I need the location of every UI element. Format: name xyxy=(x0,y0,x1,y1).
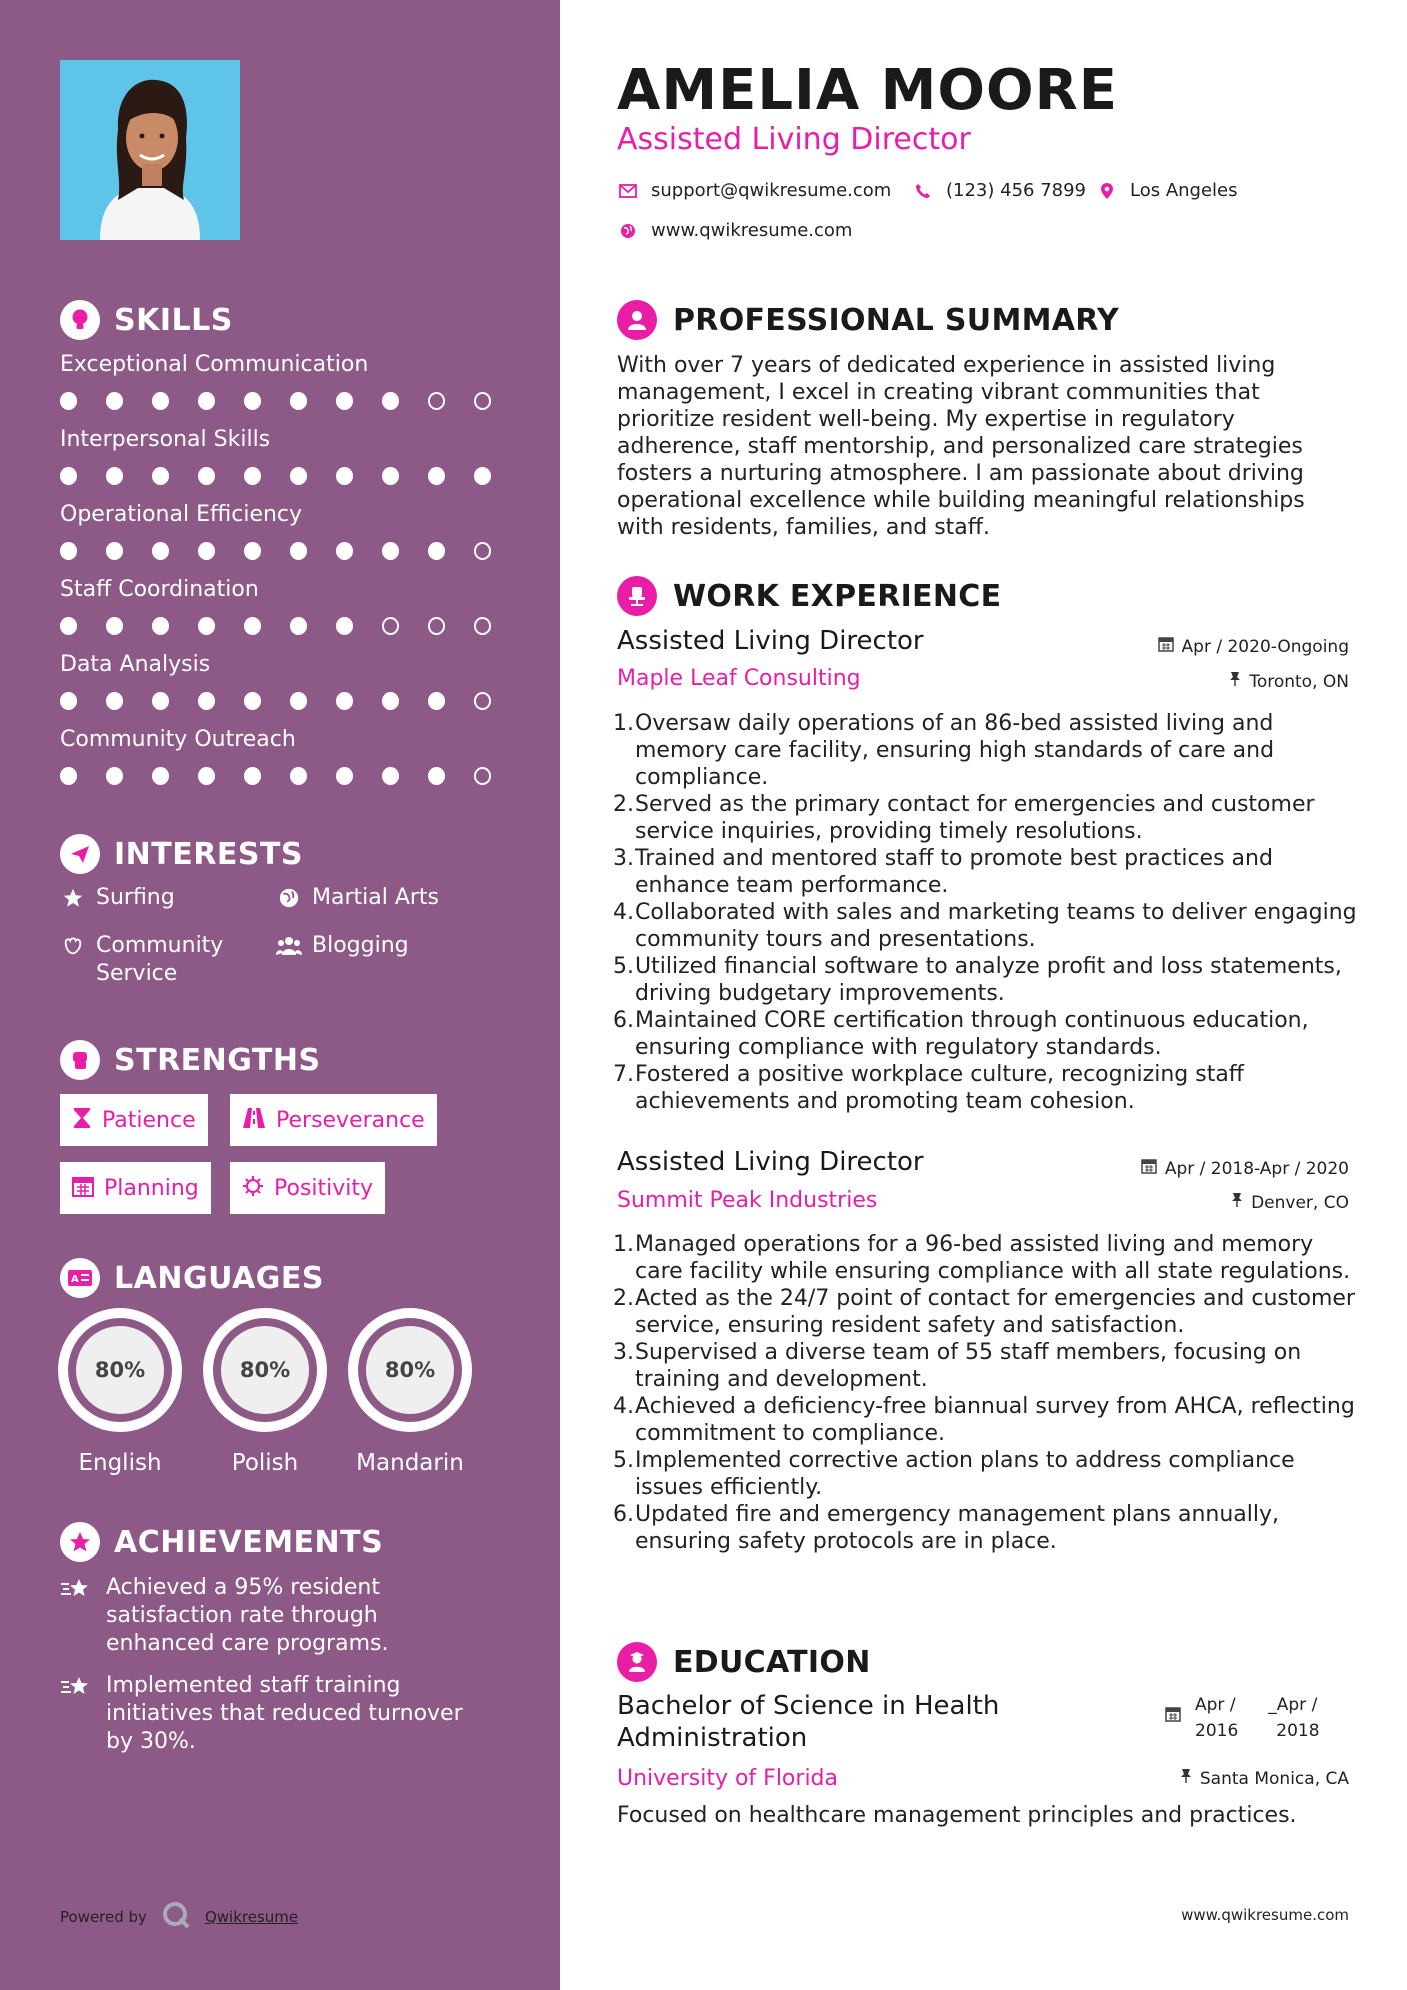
rating-dot-filled xyxy=(290,542,307,560)
powered-by: Powered by Qwikresume xyxy=(60,1900,298,1934)
users-icon xyxy=(276,932,302,960)
paper-plane-icon xyxy=(60,834,100,874)
summary-text: With over 7 years of dedicated experience in assisted living management, I excel in creating vibrant communities that prioritize resident well-being. My expertise in regulatory adherence, staff mentorship, and personalized care strategies fosters a nurturing atmosphere. I am passionate about driving operational excellence while building meaningful relationships with residents, families, and staff. xyxy=(617,353,1305,540)
list-item: 7. Fostered a positive workplace culture, recognizing staff achievements and promoting team cohesion. xyxy=(613,1062,1244,1114)
strengths-heading: STRENGTHS xyxy=(60,1040,321,1080)
rating-dot-filled xyxy=(244,617,261,635)
qwikresume-link[interactable]: Qwikresume xyxy=(204,1908,299,1926)
office-chair-icon xyxy=(617,576,657,616)
qwikresume-logo-icon xyxy=(161,1900,191,1934)
rating-dot-filled xyxy=(244,392,261,410)
achievement-item: Achieved a 95% resident satisfaction rate through enhanced care programs. xyxy=(60,1574,490,1658)
rating-dot-filled xyxy=(428,467,445,485)
strength-perseverance: Perseverance xyxy=(230,1094,437,1146)
list-item: 4. Collaborated with sales and marketing teams to deliver engaging community tours and presentations. xyxy=(613,900,1357,952)
skill-name: Staff Coordination xyxy=(60,577,259,602)
contact-location: Los Angeles xyxy=(1096,180,1238,201)
rating-dot-filled xyxy=(428,767,445,785)
rating-dot-empty xyxy=(474,392,491,410)
calendar-icon xyxy=(1158,636,1174,657)
achievements-heading: ACHIEVEMENTS xyxy=(60,1522,383,1562)
rating-dot-empty xyxy=(428,617,445,635)
skill-name: Exceptional Communication xyxy=(60,352,369,377)
rating-dot-filled xyxy=(336,392,353,410)
skill-rating xyxy=(60,692,520,710)
skills-heading: SKILLS xyxy=(60,300,233,340)
phone-icon xyxy=(912,183,934,199)
pushpin-icon xyxy=(1229,671,1241,692)
strength-patience: Patience xyxy=(60,1094,208,1146)
interests-heading: INTERESTS xyxy=(60,834,303,874)
rating-dot-filled xyxy=(382,542,399,560)
list-item: 4. Achieved a deficiency-free biannual survey from AHCA, reflecting commitment to compliance. xyxy=(613,1394,1355,1446)
candidate-name: AMELIA MOORE xyxy=(617,58,1118,123)
skill-name: Community Outreach xyxy=(60,727,296,752)
rating-dot-filled xyxy=(244,467,261,485)
skill-rating xyxy=(60,467,520,485)
rating-dot-filled xyxy=(428,542,445,560)
company-name: Maple Leaf Consulting xyxy=(617,666,861,691)
skill-row xyxy=(60,725,520,785)
rating-dot-filled xyxy=(152,392,169,410)
language-english: 80% English xyxy=(58,1308,182,1476)
job-bullets xyxy=(613,1231,1357,1555)
job-bullets xyxy=(613,710,1357,1115)
interest-blogging: Blogging xyxy=(276,932,409,960)
rating-dot-filled xyxy=(106,467,123,485)
skill-row xyxy=(60,350,520,410)
languages-heading: A LANGUAGES xyxy=(60,1258,324,1298)
graduate-icon xyxy=(617,1642,657,1682)
education-start: Apr / 2016 xyxy=(1195,1695,1239,1741)
skill-rating xyxy=(60,767,520,785)
rating-dot-filled xyxy=(336,467,353,485)
rating-dot-empty xyxy=(474,767,491,785)
job-title: Assisted Living Director xyxy=(617,1147,924,1177)
skill-row xyxy=(60,425,520,485)
rating-dot-empty xyxy=(474,617,491,635)
rating-dot-filled xyxy=(290,617,307,635)
rating-dot-filled xyxy=(336,617,353,635)
skill-row xyxy=(60,575,520,635)
rating-dot-filled xyxy=(60,542,77,560)
language-ring: 80% xyxy=(203,1308,327,1432)
interest-community-service: Community Service xyxy=(60,932,260,988)
footer-website[interactable]: www.qwikresume.com xyxy=(1181,1906,1349,1924)
list-item: 6. Updated fire and emergency management plans annually, ensuring safety protocols are in place. xyxy=(613,1502,1280,1554)
profile-photo xyxy=(60,60,240,240)
experience-heading: WORK EXPERIENCE xyxy=(617,576,1001,616)
company-name: Summit Peak Industries xyxy=(617,1188,878,1213)
rating-dot-filled xyxy=(152,692,169,710)
envelope-icon xyxy=(617,184,639,198)
rating-dot-filled xyxy=(290,692,307,710)
rating-dot-filled xyxy=(152,467,169,485)
rating-dot-filled xyxy=(106,617,123,635)
skill-rating xyxy=(60,617,520,635)
achievement-item: Implemented staff training initiatives that reduced turnover by 30%. xyxy=(60,1672,490,1756)
list-item: 6. Maintained CORE certification through continuous education, ensuring compliance with regulatory standards. xyxy=(613,1008,1309,1060)
education-end: _Apr / 2018 xyxy=(1268,1695,1320,1741)
degree-title: Bachelor of Science in Health Administration xyxy=(617,1691,1000,1753)
calendar-icon xyxy=(1141,1158,1157,1179)
rating-dot-filled xyxy=(336,692,353,710)
shooting-star-icon xyxy=(60,1574,94,1658)
skill-row xyxy=(60,650,520,710)
road-icon xyxy=(242,1107,266,1133)
rating-dot-filled xyxy=(106,542,123,560)
language-mandarin: 80% Mandarin xyxy=(348,1308,472,1476)
interest-martial-arts: Martial Arts xyxy=(276,884,439,912)
rating-dot-filled xyxy=(198,392,215,410)
skill-name: Interpersonal Skills xyxy=(60,427,271,452)
calendar-icon xyxy=(1165,1692,1181,1744)
lightbulb-icon xyxy=(60,300,100,340)
rating-dot-filled xyxy=(336,542,353,560)
rating-dot-filled xyxy=(106,392,123,410)
list-item: 2. Served as the primary contact for emergencies and customer service inquiries, providing timely resolutions. xyxy=(613,792,1315,844)
rating-dot-filled xyxy=(244,692,261,710)
rating-dot-empty xyxy=(474,542,491,560)
rating-dot-filled xyxy=(198,542,215,560)
skill-name: Data Analysis xyxy=(60,652,211,677)
list-item: 5. Utilized financial software to analyze profit and loss statements, driving budgetary improvements. xyxy=(613,954,1342,1006)
rating-dot-filled xyxy=(244,767,261,785)
rating-dot-filled xyxy=(382,767,399,785)
language-ring: 80% xyxy=(58,1308,182,1432)
rating-dot-filled xyxy=(60,692,77,710)
strength-positivity: Positivity xyxy=(230,1162,385,1214)
rating-dot-empty xyxy=(428,392,445,410)
rating-dot-filled xyxy=(152,542,169,560)
globe-icon xyxy=(617,223,639,239)
job-dates: Apr / 2018-Apr / 2020 xyxy=(1141,1158,1349,1179)
list-item: 3. Supervised a diverse team of 55 staff members, focusing on training and development. xyxy=(613,1340,1302,1392)
language-polish: 80% Polish xyxy=(203,1308,327,1476)
skill-rating xyxy=(60,392,520,410)
job-dates: Apr / 2020-Ongoing xyxy=(1158,636,1349,657)
rating-dot-filled xyxy=(428,692,445,710)
rating-dot-filled xyxy=(106,767,123,785)
summary-heading: PROFESSIONAL SUMMARY xyxy=(617,300,1119,340)
award-star-icon xyxy=(60,1522,100,1562)
language-ring: 80% xyxy=(348,1308,472,1432)
hand-icon xyxy=(60,932,86,960)
pushpin-icon xyxy=(1180,1768,1192,1789)
rating-dot-filled xyxy=(60,617,77,635)
language-card-icon xyxy=(60,1258,100,1298)
job-location: Denver, CO xyxy=(1231,1192,1349,1213)
list-item: 2. Acted as the 24/7 point of contact for emergencies and customer service, ensuring resident safety and satisfaction. xyxy=(613,1286,1355,1338)
rating-dot-filled xyxy=(382,392,399,410)
globe-icon xyxy=(276,884,302,912)
rating-dot-empty xyxy=(474,692,491,710)
svg-text:A: A xyxy=(71,1274,79,1285)
shooting-star-icon xyxy=(60,1672,94,1756)
fist-icon xyxy=(60,1040,100,1080)
star-icon xyxy=(60,884,86,912)
hourglass-icon xyxy=(72,1107,92,1133)
education-description: Focused on healthcare management principles and practices. xyxy=(617,1803,1297,1828)
education-location: Santa Monica, CA xyxy=(1180,1768,1349,1789)
rating-dot-filled xyxy=(198,767,215,785)
calendar-icon xyxy=(72,1175,94,1201)
rating-dot-filled xyxy=(336,767,353,785)
rating-dot-filled xyxy=(106,692,123,710)
rating-dot-filled xyxy=(198,692,215,710)
rating-dot-filled xyxy=(198,617,215,635)
contact-phone[interactable]: (123) 456 7899 xyxy=(912,180,1086,201)
job-location: Toronto, ON xyxy=(1229,671,1349,692)
rating-dot-filled xyxy=(474,467,491,485)
pushpin-icon xyxy=(1231,1192,1243,1213)
rating-dot-filled xyxy=(60,467,77,485)
rating-dot-filled xyxy=(60,767,77,785)
user-icon xyxy=(617,300,657,340)
skill-rating xyxy=(60,542,520,560)
rating-dot-filled xyxy=(382,692,399,710)
rating-dot-filled xyxy=(290,467,307,485)
sidebar xyxy=(0,0,560,1990)
list-item: 3. Trained and mentored staff to promote best practices and enhance team performance. xyxy=(613,846,1273,898)
school-name: University of Florida xyxy=(617,1766,838,1791)
rating-dot-filled xyxy=(152,617,169,635)
rating-dot-filled xyxy=(244,542,261,560)
rating-dot-empty xyxy=(382,617,399,635)
list-item: 1. Oversaw daily operations of an 86-bed assisted living and memory care facility, ensuring high standards of care and compliance. xyxy=(613,711,1275,790)
list-item: 5. Implemented corrective action plans to address compliance issues efficiently. xyxy=(613,1448,1295,1500)
rating-dot-filled xyxy=(382,467,399,485)
rating-dot-filled xyxy=(152,767,169,785)
list-item: 1. Managed operations for a 96-bed assisted living and memory care facility while ensuring compliance with all state regulations. xyxy=(613,1232,1351,1284)
candidate-title: Assisted Living Director xyxy=(617,122,971,157)
education-heading: EDUCATION xyxy=(617,1642,871,1682)
map-pin-icon xyxy=(1096,182,1118,200)
skill-name: Operational Efficiency xyxy=(60,502,303,527)
contact-email[interactable]: support@qwikresume.com xyxy=(617,180,891,201)
education-dates xyxy=(1165,1692,1320,1744)
contact-website[interactable]: www.qwikresume.com xyxy=(617,220,852,241)
strength-planning: Planning xyxy=(60,1162,211,1214)
interest-surfing: Surfing xyxy=(60,884,175,912)
rating-dot-filled xyxy=(60,392,77,410)
rating-dot-filled xyxy=(290,767,307,785)
rating-dot-filled xyxy=(198,467,215,485)
sun-icon xyxy=(242,1175,264,1201)
job-title: Assisted Living Director xyxy=(617,626,924,656)
rating-dot-filled xyxy=(290,392,307,410)
skill-row xyxy=(60,500,520,560)
